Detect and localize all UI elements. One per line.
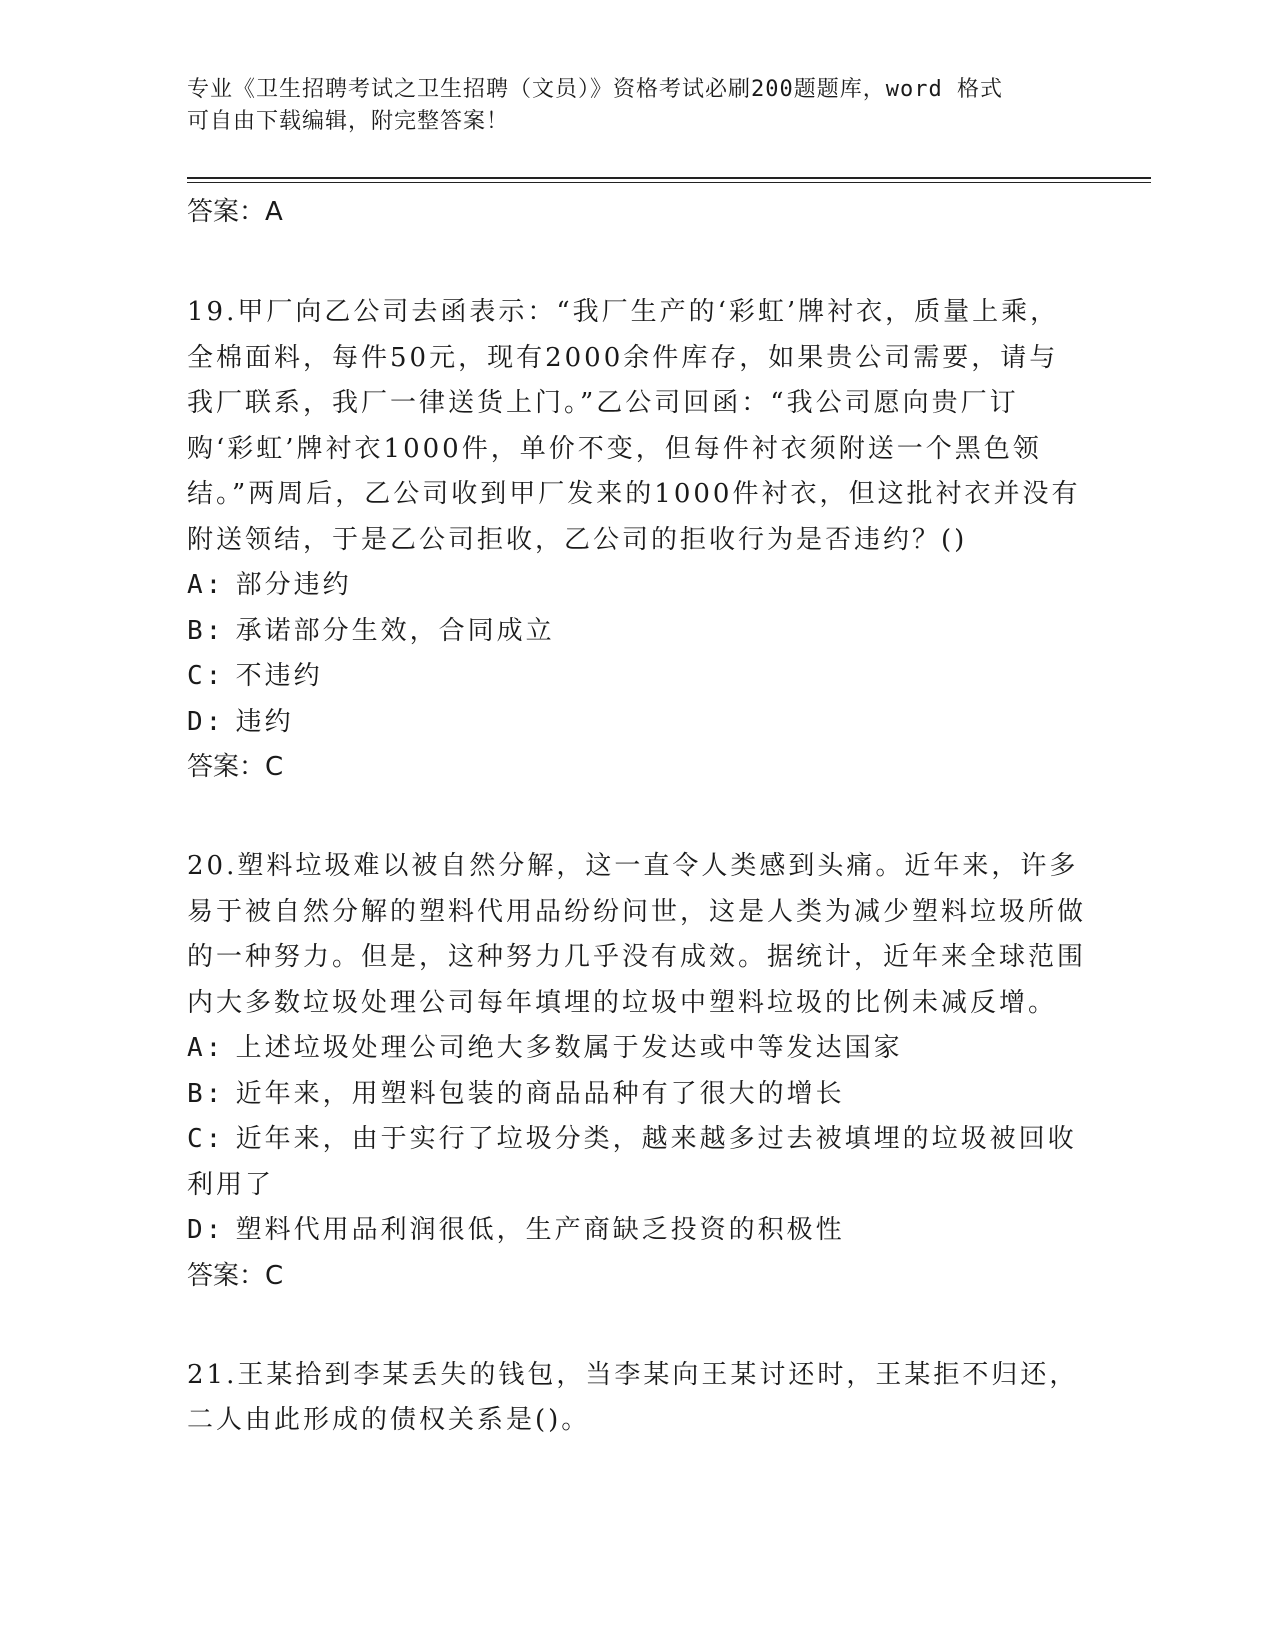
answer: 答案：C [187, 752, 284, 782]
question-stem: 20.塑料垃圾难以被自然分解，这一直令人类感到头痛。近年来，许多易于被自然分解的塑料代用品纷纷问世，这是人类为减少塑料垃圾所做的一种努力。但是，这种努力几乎没有成效。据统计，近年来全球范围内大多数垃圾处理公司每年填埋的垃圾中塑料垃圾的比例未减反增。 [187, 851, 1087, 1018]
question-stem: 19.甲厂向乙公司去函表示：“我厂生产的‘彩虹’牌衬衣，质量上乘，全棉面料，每件50元，现有2000余件库存，如果贵公司需要，请与我厂联系，我厂一律送货上门。”乙公司回函：“我公司愿向贵厂订购‘彩虹’牌衬衣1000件，单价不变，但每件衬衣须附送一个黑色领结。”两周后，乙公司收到甲厂发来的1000件衬衣，但这批衬衣并没有附送领结，于是乙公司拒收，乙公司的拒收行为是否违约？() [187, 297, 1081, 555]
option-text: 承诺部分生效，合同成立 [235, 615, 555, 646]
option-text: 违约 [235, 706, 294, 737]
question-19 [187, 290, 1087, 789]
option-letter: D: [187, 706, 225, 737]
question-stem: 21.王某拾到李某丢失的钱包，当李某向王某讨还时，王某拒不归还，二人由此形成的债权关系是()。 [187, 1359, 1079, 1435]
document-body [187, 190, 1087, 1444]
option-letter: A: [187, 570, 225, 600]
header-rule-thick [187, 177, 1151, 179]
option-text: 不违约 [235, 661, 323, 691]
document-header [187, 74, 1067, 138]
question-20 [187, 844, 1087, 1298]
option-text: 上述垃圾处理公司绝大多数属于发达或中等发达国家 [235, 1033, 903, 1063]
option-text: 塑料代用品利润很低，生产商缺乏投资的积极性 [235, 1215, 845, 1245]
option-letter: C: [187, 1124, 225, 1154]
option-text: 部分违约 [235, 570, 352, 600]
previous-answer: 答案：A [187, 197, 283, 227]
option-b [187, 609, 1087, 655]
option-c [187, 654, 1087, 700]
option-text: 近年来，由于实行了垃圾分类，越来越多过去被填埋的垃圾被回收利用了 [187, 1124, 1077, 1200]
option-d [187, 700, 1087, 746]
option-b [187, 1072, 1087, 1118]
option-letter: A: [187, 1033, 225, 1063]
answer: 答案：C [187, 1260, 284, 1291]
option-a [187, 1026, 1087, 1072]
option-a [187, 563, 1087, 609]
header-line-2: 可自由下载编辑，附完整答案！ [187, 109, 510, 134]
option-letter: B: [187, 1078, 225, 1109]
option-letter: D: [187, 1215, 225, 1245]
header-rule-thin [187, 182, 1151, 183]
option-text: 近年来，用塑料包装的商品品种有了很大的增长 [235, 1078, 845, 1109]
question-21 [187, 1353, 1087, 1444]
header-line-1: 专业《卫生招聘考试之卫生招聘（文员）》资格考试必刷200题题库，word 格式 [187, 77, 1003, 102]
option-letter: C: [187, 661, 225, 691]
option-letter: B: [187, 615, 225, 646]
option-c [187, 1117, 1087, 1208]
option-d [187, 1208, 1087, 1254]
